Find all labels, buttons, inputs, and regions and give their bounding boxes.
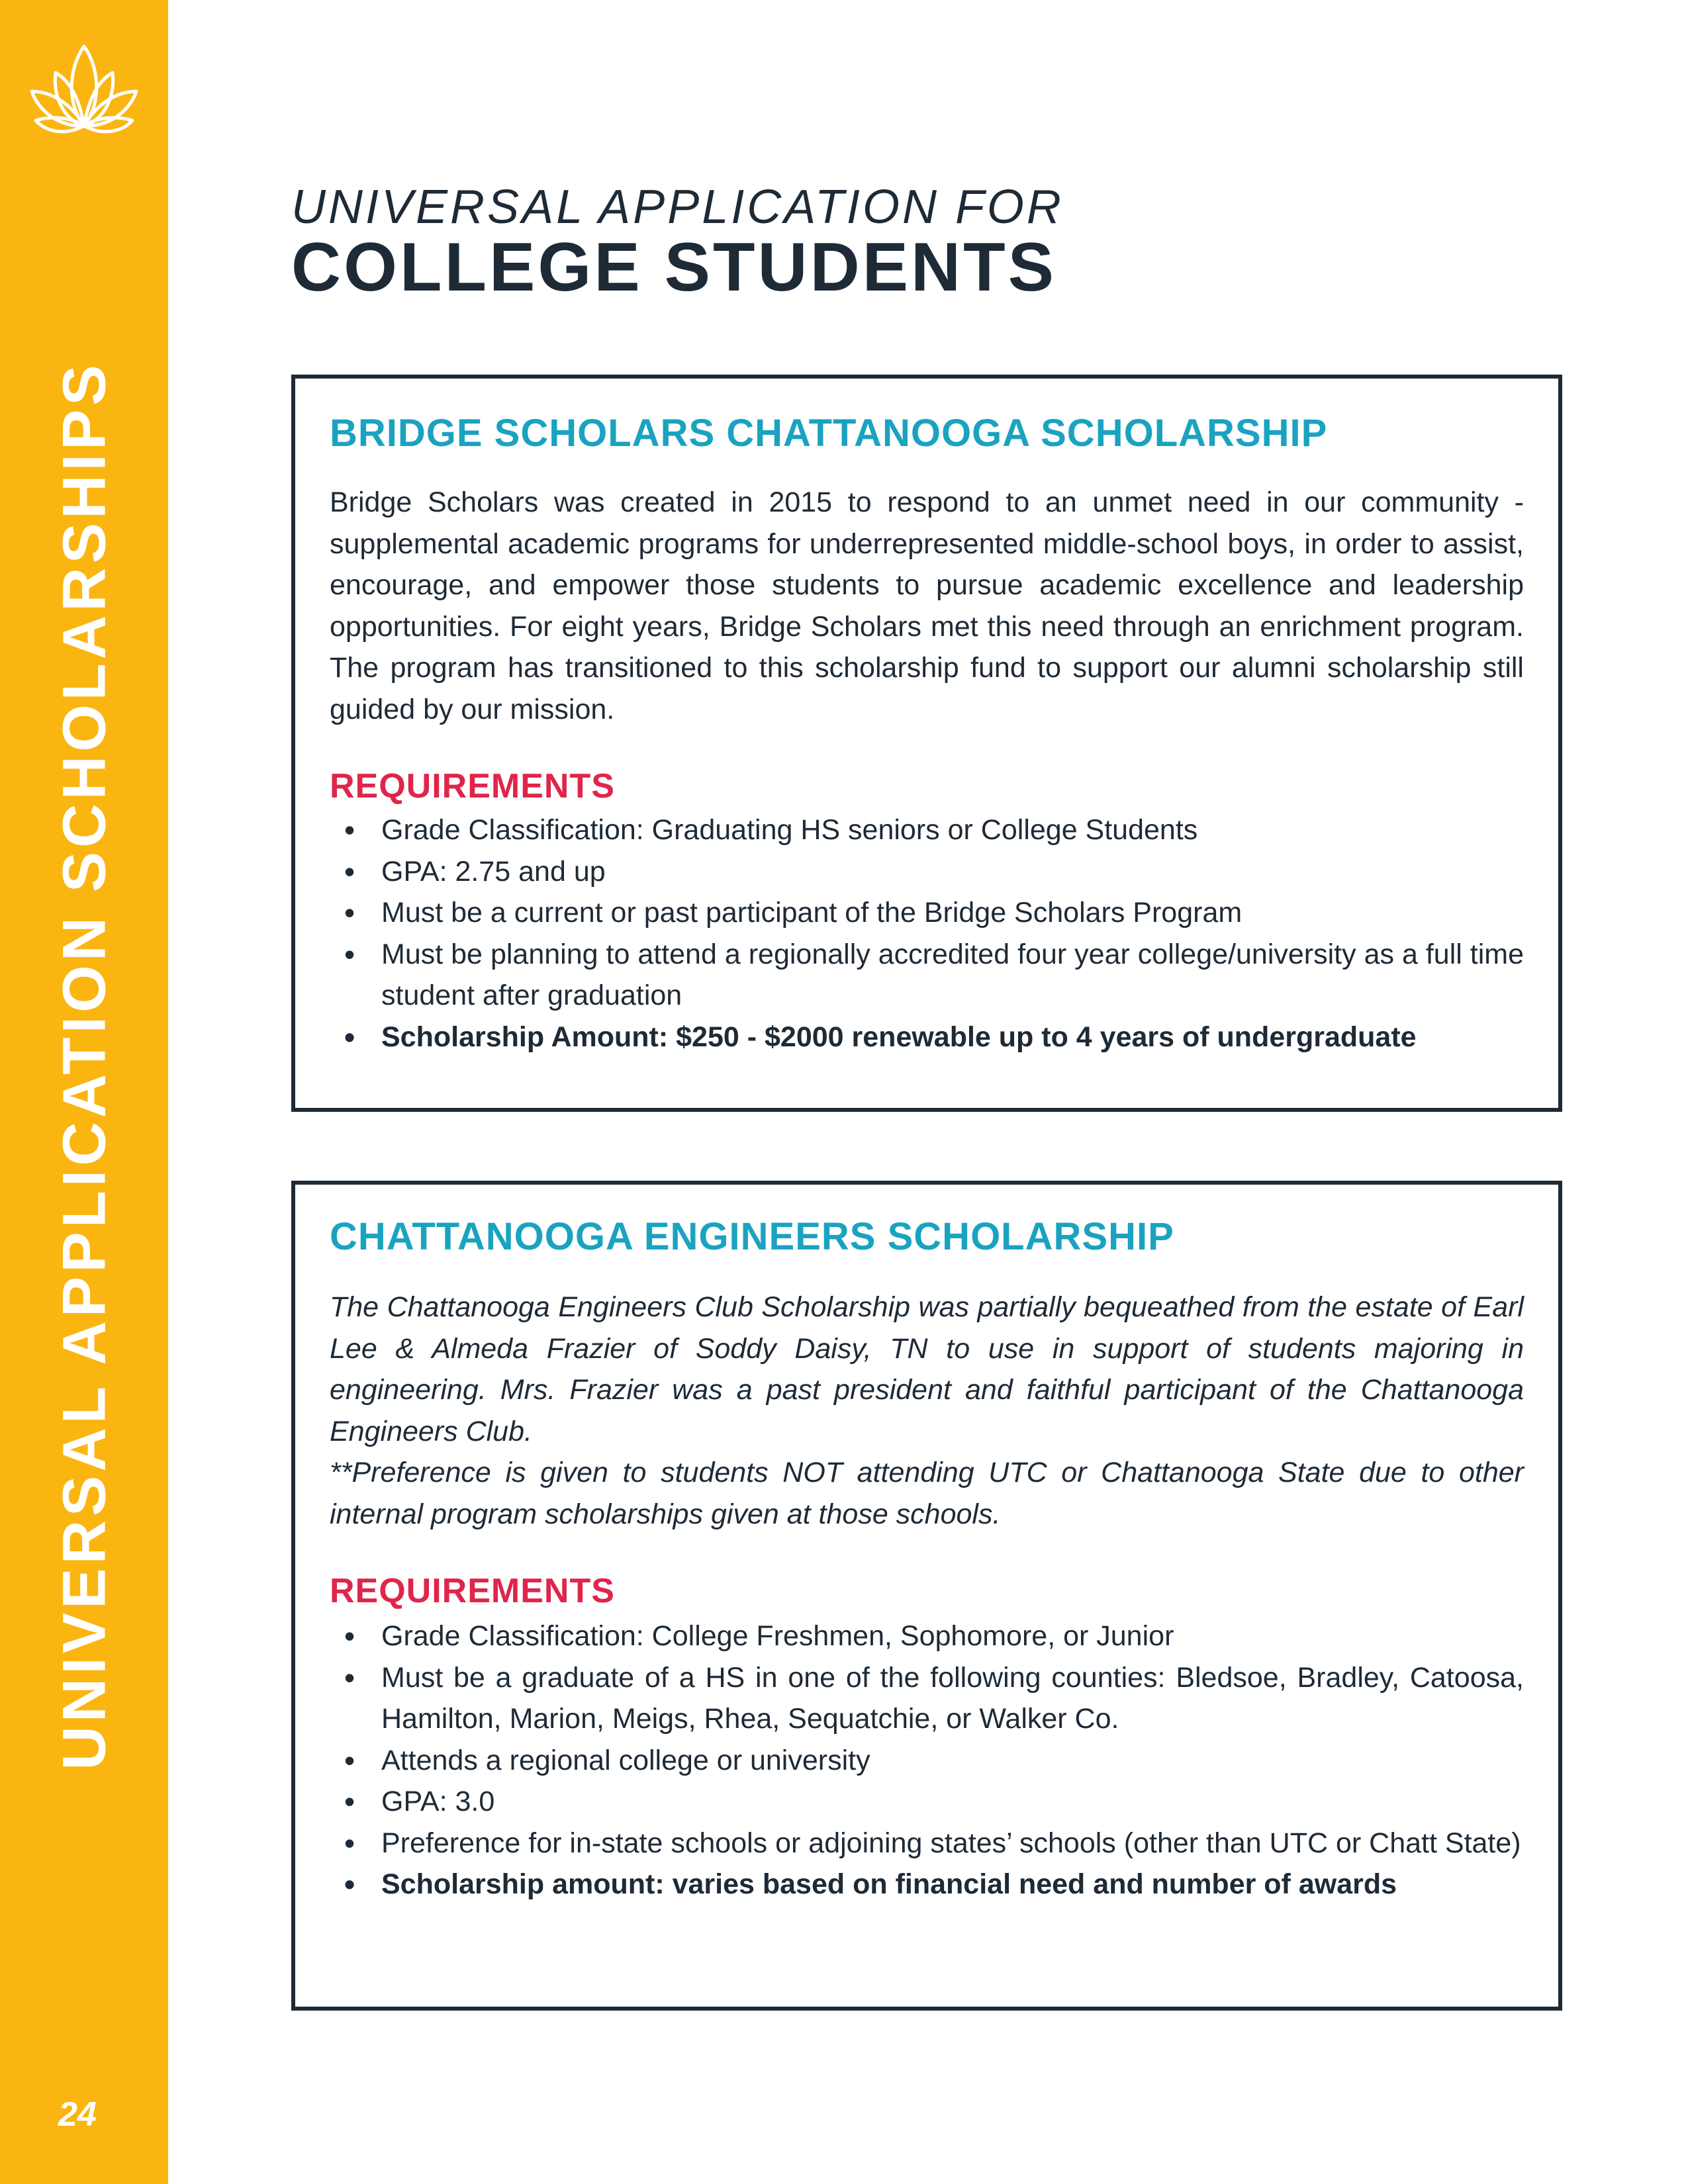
card-description: Bridge Scholars was created in 2015 to respond to an unmet need in our community - supplemental academic programs for underrepresented middle-school boys, in order to assist, encourage, and empower those students to pursue academic excellence and leadership opportunities. For eight years, Bridge Scholars met this need through an enrichment program. The program has transitioned to this scholarship fund to support our alumni scholarship still guided by our mission. [330, 486, 1524, 725]
requirements-heading: REQUIREMENTS [330, 767, 615, 805]
lotus-icon [26, 33, 142, 146]
sidebar-title: UNIVERSAL APPLICATION SCHOLARSHIPS [50, 361, 118, 1770]
list-item: • Must be a current or past participant of the Bridge Scholars Program [381, 892, 1524, 934]
list-item: • Scholarship amount: varies based on financial need and number of awards [381, 1864, 1524, 1905]
card-description: The Chattanooga Engineers Club Scholarship was partially bequeathed from the estate of Earl Lee & Almeda Frazier of Soddy Daisy, TN to use in support of students majoring in engineering. Mrs. Frazier was a past president and faithful participant of the Chattanooga Engineers Club. [330, 1291, 1524, 1447]
list-item: • Attends a regional college or university [381, 1740, 1524, 1782]
scholarship-card-chattanooga-engineers [291, 1181, 1562, 2011]
card-note: **Preference is given to students NOT attending UTC or Chattanooga State due to other internal program scholarships given at those schools. [330, 1457, 1524, 1530]
page-number: 24 [58, 2095, 97, 2134]
card-title: BRIDGE SCHOLARS CHATTANOOGA SCHOLARSHIP [330, 412, 1328, 455]
sidebar [0, 0, 168, 2184]
requirements-list [330, 1615, 1524, 1905]
scholarship-card-bridge-scholars [291, 375, 1562, 1112]
page-title: COLLEGE STUDENTS [291, 229, 1057, 306]
requirements-list [330, 809, 1524, 1058]
list-item: • Preference for in-state schools or adjoining states’ schools (other than UTC or Chatt State) [381, 1823, 1524, 1864]
list-item: • Must be planning to attend a regionally accredited four year college/university as a full time student after graduation [381, 934, 1524, 1017]
list-item: • GPA: 3.0 [381, 1781, 1524, 1823]
page-subtitle: UNIVERSAL APPLICATION FOR [291, 181, 1064, 234]
list-item: • Grade Classification: College Freshmen, Sophomore, or Junior [381, 1615, 1524, 1657]
list-item: • Scholarship Amount: $250 - $2000 renewable up to 4 years of undergraduate [381, 1017, 1524, 1058]
list-item: • Grade Classification: Graduating HS seniors or College Students [381, 809, 1524, 851]
card-title: CHATTANOOGA ENGINEERS SCHOLARSHIP [330, 1215, 1174, 1258]
list-item: • GPA: 2.75 and up [381, 851, 1524, 893]
list-item: • Must be a graduate of a HS in one of the following counties: Bledsoe, Bradley, Catoosa, Hamilton, Marion, Meigs, Rhea, Sequatchie, or Walker Co. [381, 1657, 1524, 1740]
requirements-heading: REQUIREMENTS [330, 1572, 615, 1610]
